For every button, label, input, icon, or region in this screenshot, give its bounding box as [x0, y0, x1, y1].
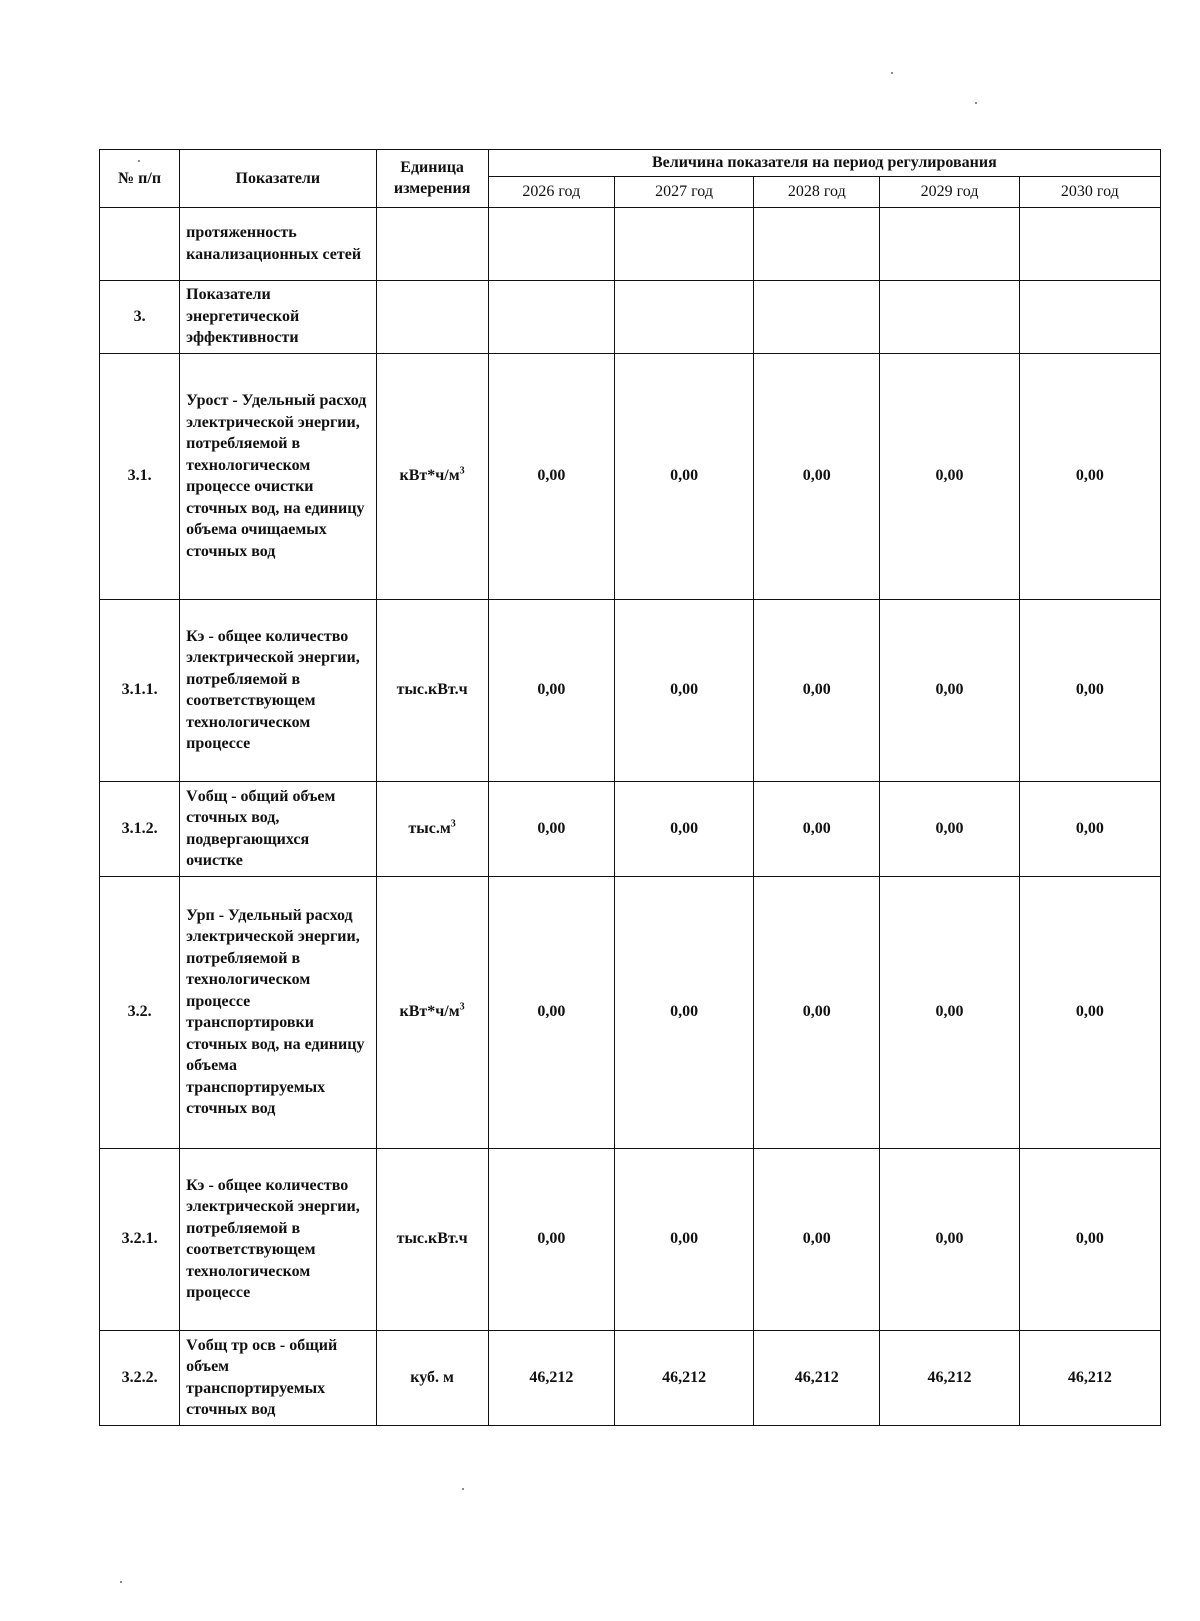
header-year: 2027 год — [614, 176, 753, 207]
table-row — [100, 280, 1161, 353]
unit-cell — [376, 207, 488, 280]
row-number: 3.2.2. — [100, 1330, 180, 1425]
value-cell: 46,212 — [488, 1330, 614, 1425]
value-cell: 0,00 — [754, 1148, 880, 1330]
value-cell: 0,00 — [1019, 599, 1160, 781]
scan-speck — [975, 102, 977, 104]
header-num: № п/п — [100, 150, 180, 208]
value-cell — [488, 280, 614, 353]
indicator-name: Vобщ - общий объем сточных вод, подвергающихся очистке — [180, 781, 376, 876]
value-cell — [754, 280, 880, 353]
table-row — [100, 781, 1161, 876]
unit-text: кВт*ч/м — [399, 467, 460, 485]
unit-exponent: 3 — [459, 1001, 465, 1013]
row-number: 3.1.2. — [100, 781, 180, 876]
value-cell: 46,212 — [1019, 1330, 1160, 1425]
value-cell: 0,00 — [614, 781, 753, 876]
header-name: Показатели — [180, 150, 376, 208]
table-row — [100, 353, 1161, 599]
value-cell: 0,00 — [1019, 353, 1160, 599]
unit-cell — [376, 781, 488, 876]
value-cell: 0,00 — [1019, 876, 1160, 1148]
value-cell: 0,00 — [614, 353, 753, 599]
value-cell: 0,00 — [754, 876, 880, 1148]
table-body — [100, 207, 1161, 1425]
value-cell — [488, 207, 614, 280]
row-number: 3.1.1. — [100, 599, 180, 781]
value-cell: 46,212 — [880, 1330, 1019, 1425]
unit-cell — [376, 876, 488, 1148]
unit-cell — [376, 353, 488, 599]
header-unit: Единица измерения — [376, 150, 488, 208]
unit-exponent: 3 — [459, 465, 465, 477]
value-cell: 0,00 — [614, 599, 753, 781]
unit-text: куб. м — [410, 1368, 454, 1386]
scan-speck — [891, 72, 893, 74]
header-year: 2029 год — [880, 176, 1019, 207]
value-cell: 0,00 — [880, 353, 1019, 599]
value-cell — [614, 207, 753, 280]
header-year: 2028 год — [754, 176, 880, 207]
indicator-name: Урост - Удельный расход электрической энергии, потребляемой в технологическом процессе очистки сточных вод, на единицу объема очищаемых сточных вод — [180, 353, 376, 599]
value-cell: 0,00 — [1019, 781, 1160, 876]
table-row — [100, 876, 1161, 1148]
header-period-group: Величина показателя на период регулирования — [488, 150, 1160, 177]
unit-cell — [376, 280, 488, 353]
value-cell: 0,00 — [880, 1148, 1019, 1330]
value-cell — [880, 280, 1019, 353]
value-cell: 0,00 — [754, 781, 880, 876]
table-row — [100, 1148, 1161, 1330]
table-row — [100, 599, 1161, 781]
unit-text: тыс.м — [408, 819, 451, 837]
scan-speck — [462, 1488, 464, 1490]
indicator-name: протяженность канализационных сетей — [180, 207, 376, 280]
value-cell: 0,00 — [488, 353, 614, 599]
value-cell: 0,00 — [880, 599, 1019, 781]
value-cell: 0,00 — [880, 781, 1019, 876]
row-number: 3.1. — [100, 353, 180, 599]
unit-exponent: 3 — [450, 818, 456, 830]
value-cell: 0,00 — [614, 1148, 753, 1330]
unit-text: кВт*ч/м — [399, 1003, 460, 1021]
value-cell: 0,00 — [488, 1148, 614, 1330]
value-cell — [614, 280, 753, 353]
value-cell — [1019, 280, 1160, 353]
value-cell: 0,00 — [488, 599, 614, 781]
indicator-name: Кэ - общее количество электрической энергии, потребляемой в соответствующем технологическом процессе — [180, 1148, 376, 1330]
value-cell: 0,00 — [754, 599, 880, 781]
unit-cell — [376, 599, 488, 781]
header-year: 2030 год — [1019, 176, 1160, 207]
row-number: 3.2. — [100, 876, 180, 1148]
unit-text: тыс.кВт.ч — [396, 1230, 468, 1248]
scan-speck — [120, 1581, 122, 1583]
header-year: 2026 год — [488, 176, 614, 207]
scan-speck — [138, 160, 140, 162]
indicator-name: Vобщ тр осв - общий объем транспортируемых сточных вод — [180, 1330, 376, 1425]
row-number: 3. — [100, 280, 180, 353]
value-cell: 0,00 — [488, 876, 614, 1148]
value-cell: 0,00 — [1019, 1148, 1160, 1330]
unit-cell — [376, 1148, 488, 1330]
row-number: 3.2.1. — [100, 1148, 180, 1330]
indicator-name: Показатели энергетической эффективности — [180, 280, 376, 353]
value-cell — [1019, 207, 1160, 280]
unit-text: тыс.кВт.ч — [396, 681, 468, 699]
indicator-name: Урп - Удельный расход электрической энергии, потребляемой в технологическом процессе транспортировки сточных вод, на единицу объема транспортируемых сточных вод — [180, 876, 376, 1148]
value-cell — [754, 207, 880, 280]
value-cell: 46,212 — [754, 1330, 880, 1425]
value-cell: 0,00 — [754, 353, 880, 599]
indicator-name: Кэ - общее количество электрической энергии, потребляемой в соответствующем технологическом процессе — [180, 599, 376, 781]
table-row — [100, 1330, 1161, 1425]
unit-cell — [376, 1330, 488, 1425]
table-header — [100, 150, 1161, 208]
indicator-table — [99, 149, 1161, 1426]
value-cell: 0,00 — [880, 876, 1019, 1148]
row-number — [100, 207, 180, 280]
value-cell: 46,212 — [614, 1330, 753, 1425]
table-row — [100, 207, 1161, 280]
value-cell — [880, 207, 1019, 280]
value-cell: 0,00 — [614, 876, 753, 1148]
value-cell: 0,00 — [488, 781, 614, 876]
